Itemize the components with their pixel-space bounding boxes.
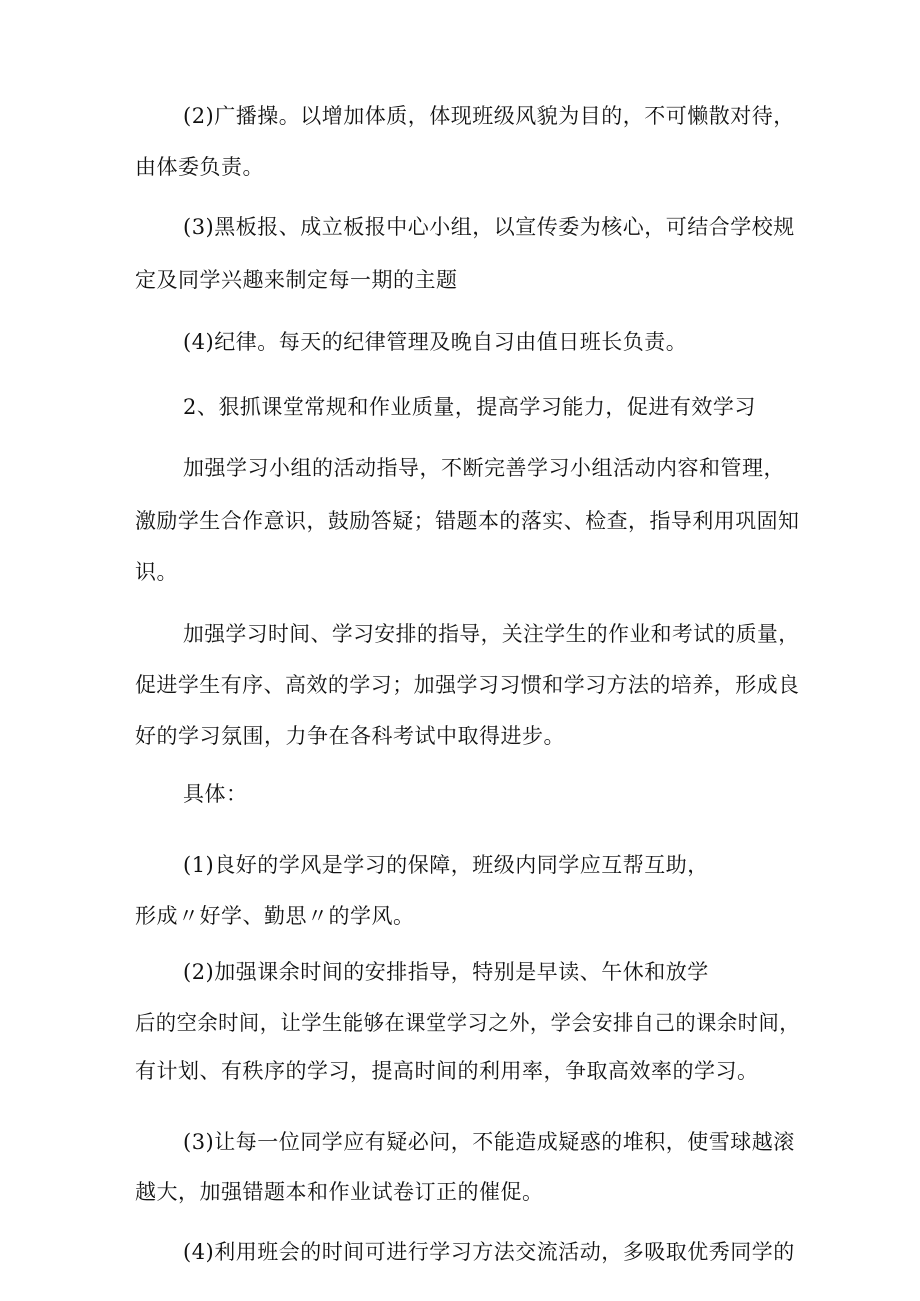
text-line: 后的空余时间，让学生能够在课堂学习之外，学会安排自己的课余时间， — [135, 1011, 801, 1035]
text-line: (4)纪律。每天的纪律管理及晚自习由值日班长负责。 — [183, 330, 688, 354]
section-heading: 2、狠抓课堂常规和作业质量，提高学习能力，促进有效学习 — [183, 395, 756, 419]
text-line: 促进学生有序、高效的学习；加强学习习惯和学习方法的培养，形成良 — [135, 673, 800, 697]
text-line: 识。 — [135, 560, 178, 584]
text-line: (2)广播操。以增加体质，体现班级风貌为目的，不可懒散对待， — [183, 104, 795, 128]
text-line: (2)加强课余时间的安排指导，特别是早读、午休和放学 — [183, 960, 709, 984]
text-line: 定及同学兴趣来制定每一期的主题 — [135, 268, 458, 292]
text-line: (1)良好的学风是学习的保障，班级内同学应互帮互助， — [183, 853, 709, 877]
text-line: 形成〃好学、勤思〃的学风。 — [135, 904, 415, 928]
text-line: 有计划、有秩序的学习，提高时间的利用率，争取高效率的学习。 — [135, 1059, 759, 1083]
text-line: 由体委负责。 — [135, 155, 264, 179]
text-line: 激励学生合作意识，鼓励答疑；错题本的落实、检查，指导利用巩固知 — [135, 509, 800, 533]
text-line: 加强学习时间、学习安排的指导，关注学生的作业和考试的质量， — [183, 622, 800, 646]
text-line: 具体： — [183, 782, 248, 806]
text-line: 好的学习氛围，力争在各科考试中取得进步。 — [135, 724, 565, 748]
text-line: (3)黑板报、成立板报中心小组，以宣传委为核心，可结合学校规 — [183, 215, 795, 239]
text-line: (4)利用班会的时间可进行学习方法交流活动，多吸取优秀同学的 — [183, 1240, 795, 1264]
text-line: 越大，加强错题本和作业试卷订正的催促。 — [135, 1180, 544, 1204]
text-line: 加强学习小组的活动指导，不断完善学习小组活动内容和管理， — [183, 456, 785, 480]
text-line: (3)让每一位同学应有疑必问，不能造成疑惑的堆积，使雪球越滚 — [183, 1130, 795, 1154]
